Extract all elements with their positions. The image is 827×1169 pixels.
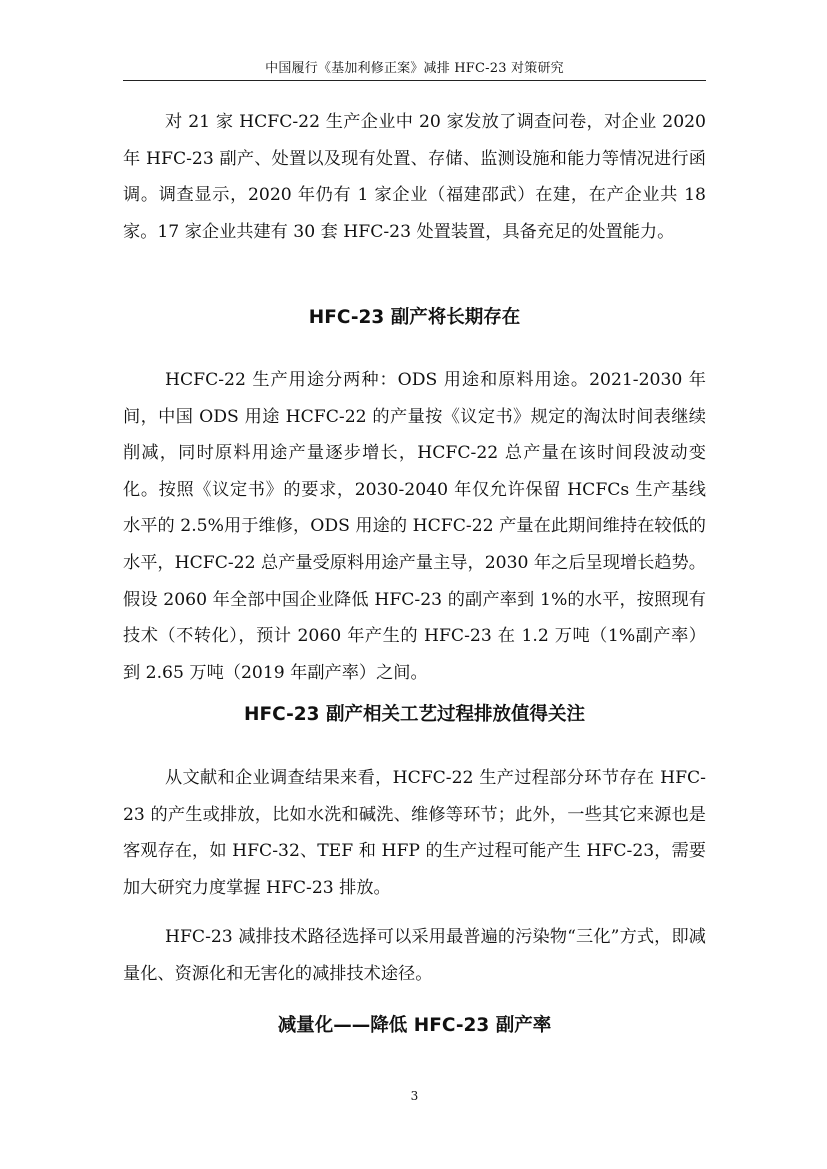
paragraph-survey-results: 从文献和企业调查结果来看，HCFC-22 生产过程部分环节存在 HFC-23 的产生或排放，比如水洗和碱洗、维修等环节；此外，一些其它来源也是客观存在，如 HFC-32、TEF 和 HFP 的生产过程可能产生 HFC-23，需要加大研究力度掌握 HFC-23 排放。: [123, 768, 706, 898]
section-heading-long-term-byproduct: HFC-23 副产将长期存在: [308, 307, 521, 328]
section-heading-reduction: 减量化——降低 HFC-23 副产率: [277, 1015, 552, 1036]
paragraph-production-uses: HCFC-22 生产用途分两种：ODS 用途和原料用途。2021-2030 年间，中国 ODS 用途 HCFC-22 的产量按《议定书》规定的淘汰时间表继续削减，同时原料用途产量逐步增长，HCFC-22 总产量在该时间段波动变化。按照《议定书》的要求，2030-2040 年仅允许保留 HCFCs 生产基线水平的 2.5%用于维修，ODS 用途的 HCFC-22 产量在此期间维持在较低的水平，HCFC-22 总产量受原料用途产量主导，2030 年之后呈现增长趋势。假设 2060 年全部中国企业降低 HFC-23 的副产率到 1%的水平，按照现有技术（不转化），预计 2060 年产生的 HFC-23 在 1.2 万吨（1%副产率）到 2.65 万吨（2019 年副产率）之间。: [123, 370, 706, 683]
paragraph-survey: 对 21 家 HCFC-22 生产企业中 20 家发放了调查问卷，对企业 2020 年 HFC-23 副产、处置以及现有处置、存储、监测设施和能力等情况进行函调。调查显示，2020 年仍有 1 家企业（福建邵武）在建，在产企业共 18 家。17 家企业共建有 30 套 HFC-23 处置装置，具备充足的处置能力。: [123, 112, 706, 242]
paragraph-three-approaches: HFC-23 减排技术路径选择可以采用最普遍的污染物“三化”方式，即减量化、资源化和无害化的减排技术途径。: [123, 927, 706, 984]
page-number: 3: [410, 1089, 419, 1103]
running-header: 中国履行《基加利修正案》减排 HFC-23 对策研究: [265, 61, 564, 76]
header-rule: [123, 80, 706, 81]
section-heading-process-emissions: HFC-23 副产相关工艺过程排放值得关注: [244, 704, 585, 725]
